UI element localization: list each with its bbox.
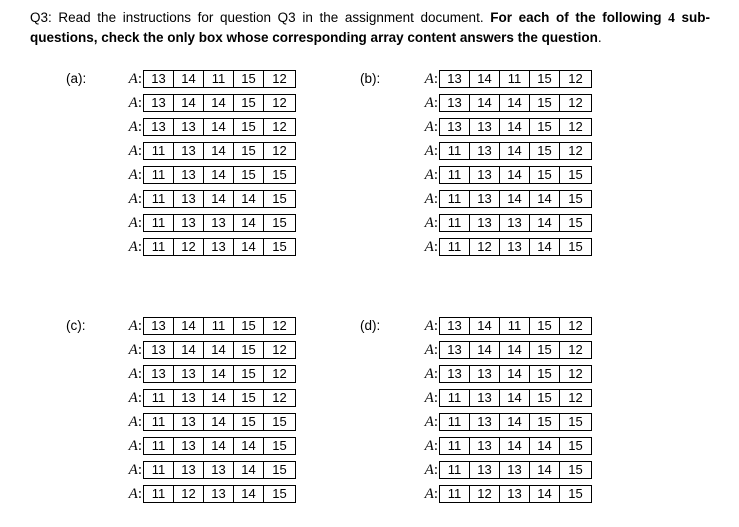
question-bold-intro: For each of the following [490,10,669,25]
array-cell: 13 [470,462,500,478]
array-name: A [424,95,434,111]
array-cell: 15 [568,414,583,429]
array-name: A [424,167,434,183]
array-cell: 14 [204,167,234,183]
array-name: A [128,318,138,334]
array-cell: 14 [234,462,264,478]
array-box[interactable] [143,166,296,184]
array-cell: 11 [144,239,174,255]
array-cell: 11 [144,167,174,183]
array-box[interactable] [143,365,296,383]
array-box[interactable] [143,190,296,208]
array-colon: : [433,438,438,454]
part-label: (b): [360,71,381,86]
array-cell: 14 [470,95,500,111]
array-name-label [118,214,142,232]
array-cell: 14 [174,71,204,87]
array-cell: 15 [530,366,560,382]
array-cell: 15 [530,342,560,358]
array-cell: 13 [470,414,500,430]
array-name-label [118,389,142,407]
array-box[interactable] [143,118,296,136]
array-cell: 15 [234,414,264,430]
array-cell: 15 [530,414,560,430]
array-name: A [424,414,434,430]
array-box[interactable] [439,190,592,208]
array-name: A [424,215,434,231]
array-cell: 12 [174,486,204,502]
array-cell: 14 [204,366,234,382]
array-name: A [424,486,434,502]
array-cell: 15 [272,239,287,254]
array-box[interactable] [439,70,592,88]
array-cell: 14 [470,71,500,87]
array-cell: 12 [568,342,583,357]
array-colon: : [137,414,142,430]
array-box[interactable] [439,238,592,256]
array-cell: 11 [440,167,470,183]
array-colon: : [137,486,142,502]
array-cell: 11 [144,414,174,430]
array-box[interactable] [439,142,592,160]
array-name: A [128,486,138,502]
array-cell: 14 [174,318,204,334]
array-cell: 11 [440,486,470,502]
array-box[interactable] [439,214,592,232]
array-cell: 15 [234,95,264,111]
array-colon: : [137,462,142,478]
array-cell: 14 [234,239,264,255]
array-cell: 14 [500,191,530,207]
array-name-label [414,214,438,232]
array-cell: 15 [234,119,264,135]
array-name-label [414,437,438,455]
array-cell: 14 [204,143,234,159]
array-name-label [118,437,142,455]
array-cell: 12 [568,119,583,134]
array-name: A [128,167,138,183]
array-name-label [414,461,438,479]
array-cell: 15 [234,71,264,87]
array-cell: 15 [568,486,583,501]
array-colon: : [137,438,142,454]
array-cell: 13 [174,119,204,135]
array-cell: 15 [568,462,583,477]
array-box[interactable] [439,118,592,136]
array-cell: 11 [440,462,470,478]
array-cell: 15 [234,167,264,183]
question-count: 4 [668,10,675,25]
array-cell: 15 [234,318,264,334]
array-colon: : [137,95,142,111]
array-colon: : [137,318,142,334]
array-cell: 11 [440,191,470,207]
array-cell: 12 [272,366,287,381]
array-name: A [424,462,434,478]
array-cell: 13 [500,239,530,255]
array-cell: 14 [204,95,234,111]
array-name-label [414,118,438,136]
array-name-label [414,389,438,407]
array-name: A [424,119,434,135]
array-cell: 14 [500,119,530,135]
array-cell: 13 [500,462,530,478]
array-name: A [128,342,138,358]
array-cell: 13 [500,215,530,231]
array-cell: 14 [500,95,530,111]
array-colon: : [433,167,438,183]
array-name-label [118,118,142,136]
array-cell: 12 [568,71,583,86]
array-colon: : [137,366,142,382]
array-box[interactable] [143,142,296,160]
array-cell: 11 [144,215,174,231]
array-cell: 13 [174,390,204,406]
array-cell: 14 [500,438,530,454]
array-cell: 11 [144,438,174,454]
array-cell: 11 [144,390,174,406]
array-cell: 15 [272,191,287,206]
array-cell: 13 [174,167,204,183]
array-name: A [128,71,138,87]
array-name-label [414,413,438,431]
array-cell: 14 [500,167,530,183]
array-cell: 12 [272,390,287,405]
array-cell: 11 [440,215,470,231]
array-name-label [118,142,142,160]
array-colon: : [137,191,142,207]
array-colon: : [433,71,438,87]
array-colon: : [433,390,438,406]
array-name: A [128,390,138,406]
array-box[interactable] [439,341,592,359]
array-box[interactable] [439,317,592,335]
array-cell: 13 [470,191,500,207]
array-cell: 14 [234,486,264,502]
array-cell: 13 [500,486,530,502]
array-cell: 11 [440,390,470,406]
array-colon: : [433,414,438,430]
array-cell: 13 [440,342,470,358]
array-box[interactable] [439,461,592,479]
array-name: A [128,143,138,159]
array-cell: 14 [530,486,560,502]
array-name: A [424,191,434,207]
array-box[interactable] [143,214,296,232]
array-cell: 13 [174,191,204,207]
array-cell: 15 [568,167,583,182]
array-colon: : [433,119,438,135]
array-name-label [118,166,142,184]
array-colon: : [137,167,142,183]
question-instructions: Read the instructions for question Q3 in the assignment document. [51,10,491,25]
part-label: (c): [66,318,86,333]
array-name: A [128,215,138,231]
array-cell: 14 [530,239,560,255]
array-cell: 12 [568,366,583,381]
array-box[interactable] [439,413,592,431]
array-cell: 12 [272,342,287,357]
array-cell: 11 [144,462,174,478]
array-colon: : [137,390,142,406]
array-colon: : [433,95,438,111]
array-cell: 13 [144,318,174,334]
array-name: A [128,239,138,255]
part-label: (a): [66,71,87,86]
array-colon: : [433,366,438,382]
array-cell: 13 [174,366,204,382]
array-cell: 13 [204,462,234,478]
array-cell: 15 [530,95,560,111]
array-cell: 15 [272,462,287,477]
array-name-label [414,365,438,383]
array-colon: : [433,318,438,334]
array-cell: 13 [470,143,500,159]
array-name: A [128,462,138,478]
array-name-label [414,142,438,160]
array-colon: : [433,239,438,255]
array-box[interactable] [439,389,592,407]
array-cell: 15 [272,215,287,230]
array-cell: 11 [500,318,530,334]
array-cell: 14 [530,215,560,231]
array-cell: 13 [144,119,174,135]
array-cell: 15 [530,318,560,334]
array-cell: 14 [204,390,234,406]
array-cell: 13 [174,143,204,159]
array-cell: 13 [174,462,204,478]
question-bold-rest: sub-questions, check the only box whose corresponding array content answers the question [30,10,711,45]
array-cell: 14 [500,342,530,358]
array-name: A [128,95,138,111]
array-colon: : [433,191,438,207]
array-colon: : [137,239,142,255]
array-colon: : [433,143,438,159]
array-box[interactable] [143,341,296,359]
array-name-label [414,341,438,359]
array-cell: 14 [174,342,204,358]
array-cell: 13 [440,95,470,111]
array-colon: : [137,342,142,358]
array-cell: 15 [272,414,287,429]
array-name-label [414,317,438,335]
array-cell: 15 [530,119,560,135]
array-box[interactable] [143,413,296,431]
array-cell: 12 [568,318,583,333]
array-cell: 14 [204,438,234,454]
part-label: (d): [360,318,381,333]
array-cell: 14 [500,143,530,159]
array-name: A [128,438,138,454]
array-name-label [118,70,142,88]
array-cell: 13 [144,95,174,111]
array-cell: 14 [530,462,560,478]
array-cell: 13 [144,366,174,382]
array-colon: : [433,215,438,231]
array-cell: 11 [204,71,234,87]
array-box[interactable] [439,365,592,383]
array-colon: : [137,71,142,87]
array-box[interactable] [143,70,296,88]
array-name-label [414,166,438,184]
array-name: A [424,143,434,159]
array-box[interactable] [439,485,592,503]
array-cell: 15 [234,366,264,382]
array-cell: 13 [440,318,470,334]
array-cell: 12 [272,95,287,110]
array-cell: 15 [530,143,560,159]
array-cell: 13 [174,438,204,454]
array-cell: 14 [204,342,234,358]
array-name: A [424,342,434,358]
array-cell: 13 [174,414,204,430]
array-cell: 13 [440,71,470,87]
array-cell: 15 [568,239,583,254]
array-cell: 14 [530,438,560,454]
array-cell: 13 [144,342,174,358]
array-cell: 15 [272,438,287,453]
array-cell: 15 [234,342,264,358]
array-cell: 12 [272,119,287,134]
array-cell: 11 [440,438,470,454]
array-colon: : [137,215,142,231]
array-name-label [118,413,142,431]
array-cell: 14 [174,95,204,111]
array-name-label [414,70,438,88]
array-cell: 11 [500,71,530,87]
array-cell: 13 [440,366,470,382]
array-cell: 13 [204,239,234,255]
array-cell: 13 [470,215,500,231]
array-cell: 12 [568,143,583,158]
array-name: A [424,71,434,87]
array-name-label [118,94,142,112]
array-name-label [118,190,142,208]
array-cell: 14 [234,191,264,207]
array-name-label [414,94,438,112]
array-box[interactable] [439,437,592,455]
array-cell: 15 [530,390,560,406]
array-cell: 11 [440,143,470,159]
array-cell: 13 [470,167,500,183]
array-name: A [424,438,434,454]
array-name: A [128,191,138,207]
array-cell: 14 [234,438,264,454]
array-colon: : [137,143,142,159]
array-cell: 14 [500,414,530,430]
array-cell: 13 [204,215,234,231]
array-cell: 14 [204,414,234,430]
array-colon: : [433,486,438,502]
array-cell: 12 [470,486,500,502]
array-cell: 15 [530,167,560,183]
array-colon: : [137,119,142,135]
array-cell: 12 [568,390,583,405]
array-name-label [118,365,142,383]
array-cell: 14 [500,390,530,406]
array-name-label [118,341,142,359]
array-cell: 15 [272,486,287,501]
array-cell: 12 [272,318,287,333]
array-name-label [414,238,438,256]
array-cell: 11 [204,318,234,334]
array-name: A [424,390,434,406]
array-name-label [118,317,142,335]
array-box[interactable] [143,94,296,112]
array-cell: 12 [470,239,500,255]
array-cell: 12 [272,71,287,86]
array-cell: 11 [144,486,174,502]
array-cell: 14 [204,191,234,207]
array-colon: : [433,342,438,358]
array-cell: 14 [470,342,500,358]
array-cell: 13 [144,71,174,87]
array-cell: 15 [568,215,583,230]
array-cell: 15 [234,143,264,159]
array-cell: 11 [144,191,174,207]
array-name: A [424,318,434,334]
array-cell: 14 [530,191,560,207]
array-box[interactable] [143,485,296,503]
array-name-label [118,485,142,503]
array-cell: 11 [440,414,470,430]
array-box[interactable] [143,317,296,335]
question-period: . [597,30,602,45]
array-cell: 12 [568,95,583,110]
array-name-label [414,190,438,208]
array-colon: : [433,462,438,478]
array-name-label [414,485,438,503]
array-name: A [424,239,434,255]
array-cell: 13 [470,119,500,135]
array-cell: 15 [272,167,287,182]
array-box[interactable] [143,238,296,256]
array-cell: 15 [234,390,264,406]
array-name: A [128,366,138,382]
array-cell: 12 [272,143,287,158]
array-box[interactable] [439,94,592,112]
array-cell: 14 [500,366,530,382]
array-box[interactable] [143,461,296,479]
array-cell: 15 [568,438,583,453]
array-cell: 12 [174,239,204,255]
question-text [30,8,710,48]
array-cell: 15 [530,71,560,87]
array-cell: 14 [234,215,264,231]
array-name: A [424,366,434,382]
question-number: Q3: [30,10,52,25]
array-cell: 13 [470,390,500,406]
array-cell: 13 [204,486,234,502]
array-cell: 14 [470,318,500,334]
array-cell: 13 [470,366,500,382]
array-name-label [118,238,142,256]
array-cell: 15 [568,191,583,206]
array-name: A [128,119,138,135]
array-cell: 11 [440,239,470,255]
array-box[interactable] [439,166,592,184]
array-cell: 13 [440,119,470,135]
array-name: A [128,414,138,430]
array-cell: 14 [204,119,234,135]
array-name-label [118,461,142,479]
array-cell: 13 [470,438,500,454]
array-cell: 13 [174,215,204,231]
array-cell: 11 [144,143,174,159]
array-box[interactable] [143,437,296,455]
array-box[interactable] [143,389,296,407]
